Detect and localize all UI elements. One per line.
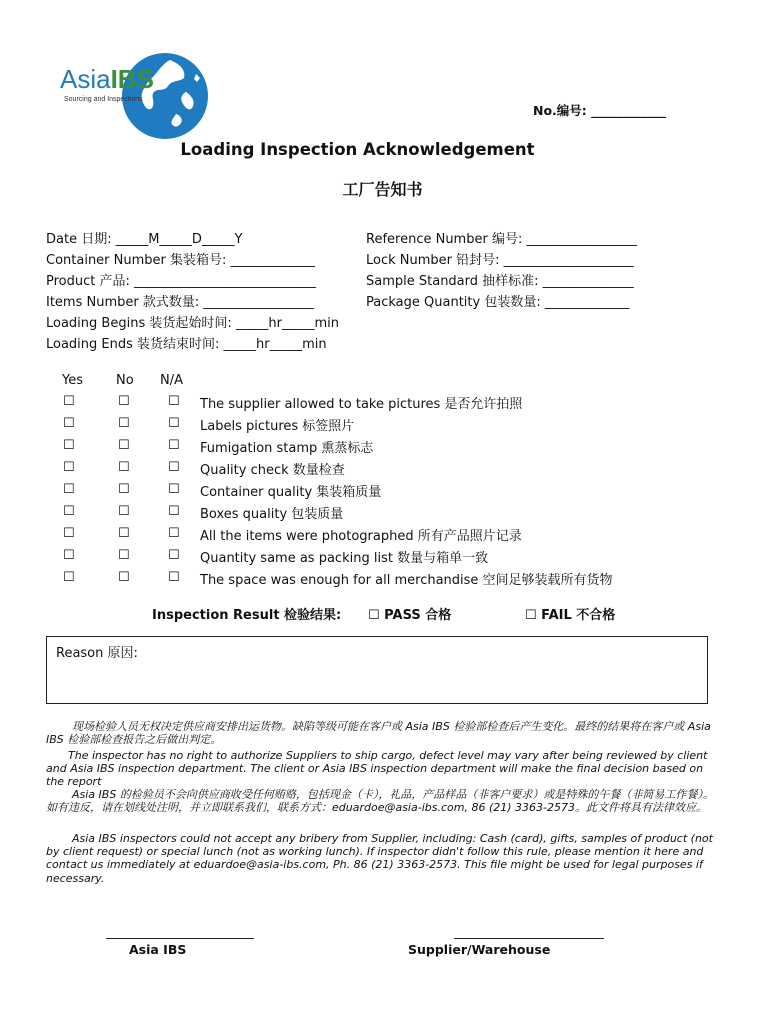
note-en-authorization: The inspector has no right to authorize Suppliers to ship cargo, defect level may vary after being reviewed by client and Asia IBS inspection department. The client or Asia IBS inspection department will make the final decision based on the report [46, 749, 708, 789]
checkbox-yes[interactable]: ☐ [63, 482, 75, 497]
reason-label: Reason 原因: [56, 646, 138, 661]
reference-number-field[interactable]: Reference Number 编号: _________________ [366, 232, 637, 247]
checkbox-na[interactable]: ☐ [168, 570, 180, 585]
checkbox-na[interactable]: ☐ [168, 548, 180, 563]
signature-line-supplier[interactable] [454, 938, 604, 939]
checkbox-na[interactable]: ☐ [168, 526, 180, 541]
container-number-field[interactable]: Container Number 集装箱号: _____________ [46, 253, 316, 268]
date-field[interactable]: Date 日期: _____M_____D_____Y [46, 232, 243, 247]
note-en-bribery: Asia IBS inspectors could not accept any bribery from Supplier, including: Cash (card), gifts, samples of product (not by client request) or special lunch (not as working lunch). If inspector didn't follow this rule, please mention it here and contact us immediately at eduardoe@asia-ibs.com, Ph. 86 (21) 3363-2573. This file might be used for legal purposes if necessary. [46, 832, 713, 885]
lock-number-field[interactable]: Lock Number 铅封号: ____________________ [366, 253, 634, 268]
checkbox-yes[interactable]: ☐ [63, 504, 75, 519]
checkbox-no[interactable]: ☐ [118, 394, 130, 409]
inspection-result-label: Inspection Result 检验结果: [152, 608, 342, 623]
reason-textarea[interactable] [46, 636, 708, 704]
page-subtitle: 工厂告知书 [342, 180, 423, 199]
column-header-yes: Yes [62, 373, 83, 388]
logo-text-ibs: IBS [110, 64, 154, 94]
loading-begins-field[interactable]: Loading Begins 装货起始时间: _____hr_____min [46, 316, 339, 331]
checkbox-no[interactable]: ☐ [118, 526, 130, 541]
checklist-item-label: Container quality 集装箱质量 [200, 485, 382, 500]
product-field[interactable]: Product 产品: ____________________________ [46, 274, 317, 289]
note-cn-bribery: Asia IBS 的检验员不会向供应商收受任何贿赂，包括现金（卡），礼品，产品样品（非客户要求）或是特殊的午餐（非简易工作餐）。如有违反，请在划线处注明，并立即联系我们，联系方式：eduardoe@asia-ibs.com, 86 (21) 3363-2573。此文件将具有法律效应。 [46, 788, 714, 815]
company-logo [58, 52, 218, 140]
checkbox-yes[interactable]: ☐ [63, 548, 75, 563]
checkbox-no[interactable]: ☐ [118, 438, 130, 453]
checkbox-na[interactable]: ☐ [168, 394, 180, 409]
note-cn-authorization: 现场检验人员无权决定供应商安排出运货物。缺陷等级可能在客户或 Asia IBS 检验部检查后产生变化。最终的结果将在客户或 Asia IBS 检验部检查报告之后做出判定。 [46, 720, 711, 747]
column-header-na: N/A [160, 373, 183, 388]
fail-checkbox[interactable]: ☐ FAIL 不合格 [525, 608, 616, 623]
package-quantity-field[interactable]: Package Quantity 包装数量: _____________ [366, 295, 630, 310]
logo-tagline: Sourcing and Inspections [64, 96, 143, 103]
checklist-item-label: Quality check 数量检查 [200, 463, 345, 478]
page-title: Loading Inspection Acknowledgement [180, 140, 535, 159]
document-number: No.编号: ____________ [533, 103, 667, 118]
checkbox-yes[interactable]: ☐ [63, 460, 75, 475]
pass-checkbox[interactable]: ☐ PASS 合格 [368, 608, 452, 623]
signature-label-asia-ibs: Asia IBS [129, 942, 187, 957]
checkbox-no[interactable]: ☐ [118, 482, 130, 497]
signature-label-supplier: Supplier/Warehouse [408, 942, 551, 957]
items-number-field[interactable]: Items Number 款式数量: _________________ [46, 295, 314, 310]
checkbox-yes[interactable]: ☐ [63, 416, 75, 431]
checkbox-yes[interactable]: ☐ [63, 438, 75, 453]
column-header-no: No [116, 373, 134, 388]
checklist-item-label: The supplier allowed to take pictures 是否允许拍照 [200, 397, 523, 412]
checkbox-na[interactable]: ☐ [168, 504, 180, 519]
sample-standard-field[interactable]: Sample Standard 抽样标准: ______________ [366, 274, 634, 289]
checkbox-yes[interactable]: ☐ [63, 570, 75, 585]
checkbox-na[interactable]: ☐ [168, 482, 180, 497]
checklist-item-label: Quantity same as packing list 数量与箱单一致 [200, 551, 489, 566]
checkbox-no[interactable]: ☐ [118, 416, 130, 431]
checkbox-yes[interactable]: ☐ [63, 526, 75, 541]
checkbox-no[interactable]: ☐ [118, 548, 130, 563]
signature-line-asia-ibs[interactable] [106, 938, 254, 939]
checkbox-no[interactable]: ☐ [118, 460, 130, 475]
checklist-item-label: The space was enough for all merchandise 空间足够装载所有货物 [200, 573, 613, 588]
checklist-item-label: Labels pictures 标签照片 [200, 419, 355, 434]
loading-ends-field[interactable]: Loading Ends 装货结束时间: _____hr_____min [46, 337, 327, 352]
checklist-item-label: All the items were photographed 所有产品照片记录 [200, 529, 522, 544]
checklist-item-label: Boxes quality 包装质量 [200, 507, 344, 522]
checkbox-no[interactable]: ☐ [118, 504, 130, 519]
logo-text-asia: Asia [60, 64, 111, 94]
checkbox-yes[interactable]: ☐ [63, 394, 75, 409]
checkbox-na[interactable]: ☐ [168, 416, 180, 431]
checkbox-na[interactable]: ☐ [168, 460, 180, 475]
checkbox-no[interactable]: ☐ [118, 570, 130, 585]
checklist-item-label: Fumigation stamp 熏蒸标志 [200, 441, 374, 456]
checkbox-na[interactable]: ☐ [168, 438, 180, 453]
